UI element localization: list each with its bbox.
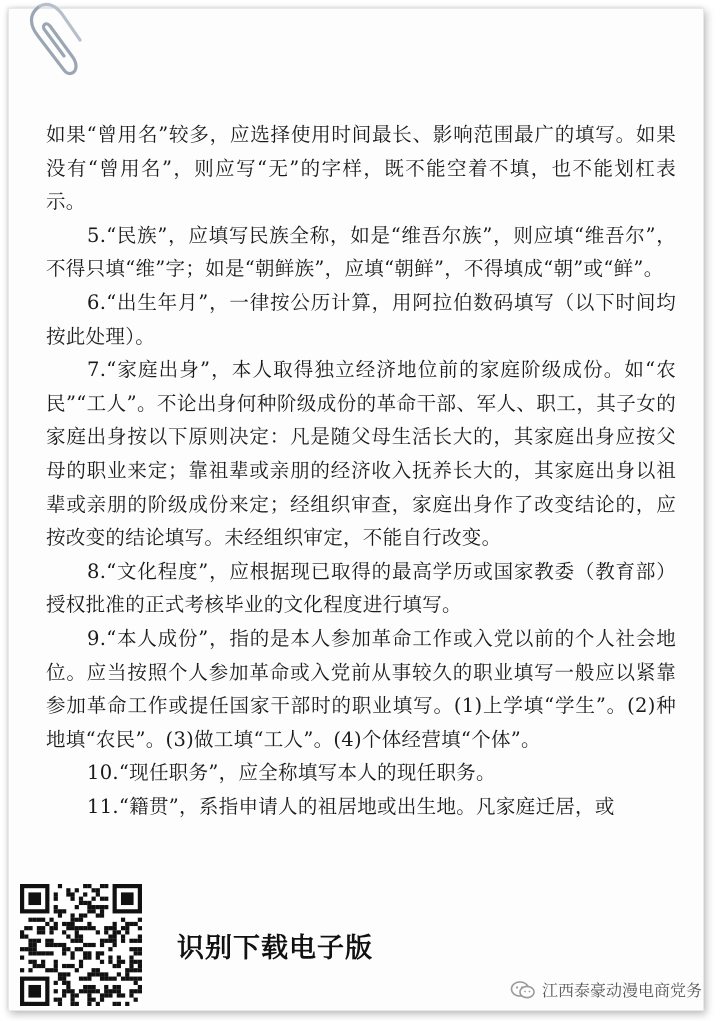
paragraph: 如果“曾用名”较多，应选择使用时间最长、影响范围最广的填写。如果没有“曾用名”，则应写“无”的字样，既不能空着不填，也不能划杠表示。 (46, 123, 676, 214)
account-name: 江西泰豪动漫电商党务 (541, 981, 702, 1000)
paperclip-icon (18, 0, 88, 80)
qr-code[interactable] (20, 884, 142, 1006)
account-signature (510, 978, 702, 1001)
paragraph: 7.“家庭出身”，本人取得独立经济地位前的家庭阶级成份。如“农民”“工人”。不论出身何种阶级成份的革命干部、军人、职工，其子女的家庭出身按以下原则决定：凡是随父母生活长大的，其家庭出身应按父母的职业来定；靠祖辈或亲朋的经济收入抚养长大的，其家庭出身以祖辈或亲朋的阶级成份来定；经组织审查，家庭出身作了改变结论的，应按改变的结论填写。未经组织审定，不能自行改变。 (46, 358, 676, 550)
paragraph: 6.“出生年月”，一律按公历计算，用阿拉伯数码填写（以下时间均按此处理）。 (46, 290, 676, 348)
paragraph: 10.“现任职务”，应全称填写本人的现任职务。 (87, 761, 496, 785)
paragraph: 11.“籍贯”，系指申请人的祖居地或出生地。凡家庭迁居，或 (87, 794, 615, 818)
paragraph: 8.“文化程度”，应根据现已取得的最高学历或国家教委（教育部）授权批准的正式考核毕业的文化程度进行填写。 (46, 559, 676, 617)
wechat-icon (510, 980, 536, 1000)
download-label: 识别下载电子版 (177, 933, 373, 964)
paragraph: 5.“民族”，应填写民族全称，如是“维吾尔族”，则应填“维吾尔”，不得只填“维”字；如是“朝鲜族”，应填“朝鲜”，不得填成“朝”或“鲜”。 (46, 223, 676, 281)
paragraph: 9.“本人成份”，指的是本人参加革命工作或入党以前的个人社会地位。应当按照个人参加革命或入党前从事较久的职业填写一般应以紧靠参加革命工作或提任国家干部时的职业填写。(1)上学填“学生”。(2)种地填“农民”。(3)做工填“工人”。(4)个体经营填“个体”。 (46, 626, 676, 751)
document-body (46, 118, 676, 823)
